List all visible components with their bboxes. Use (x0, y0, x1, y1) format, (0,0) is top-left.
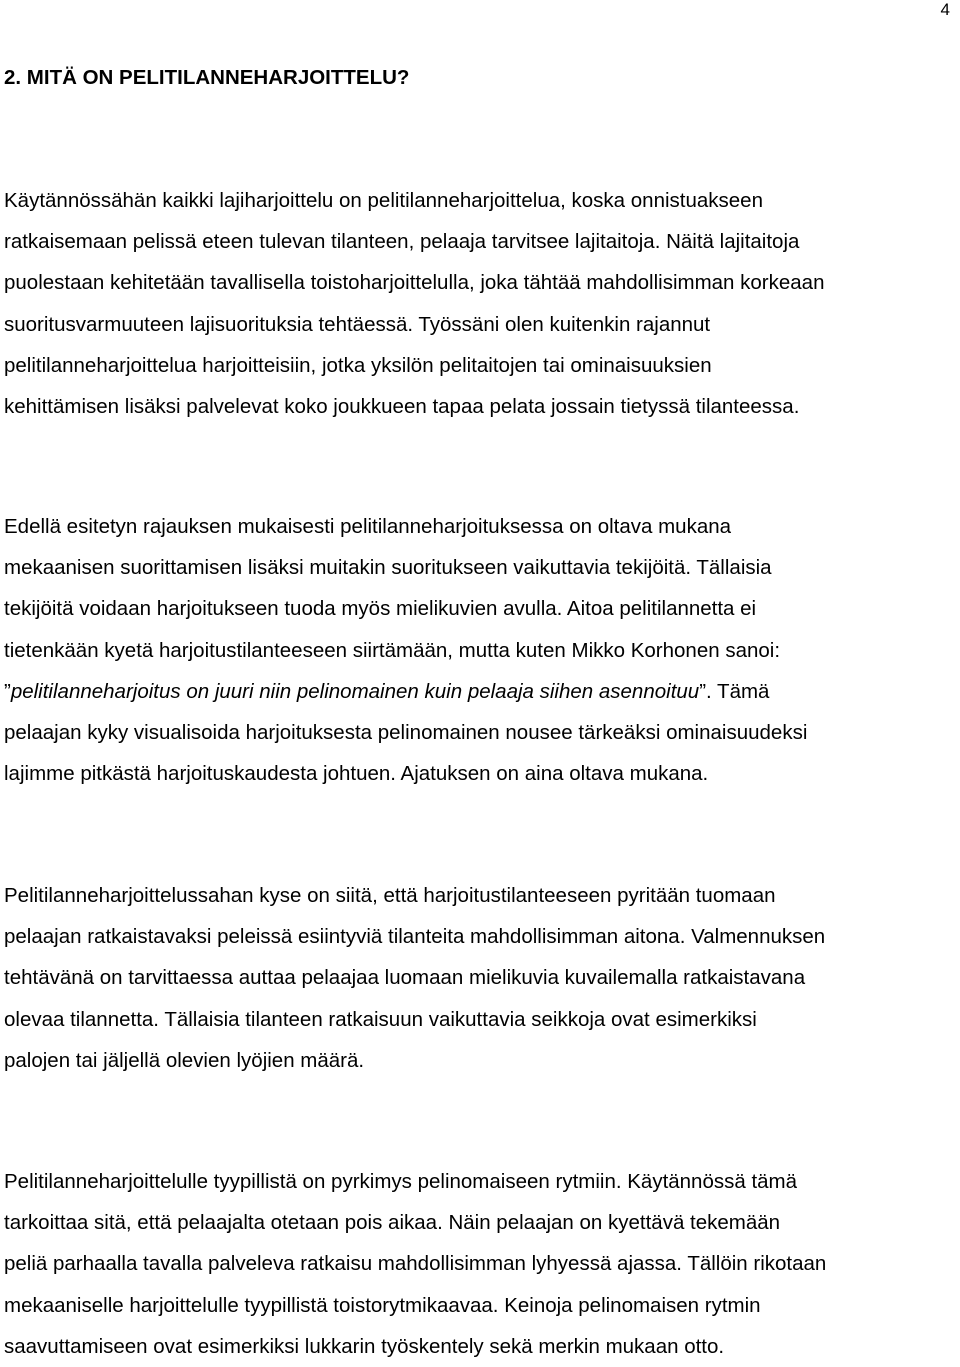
paragraph-line: mekaanisen suorittamisen lisäksi muitakin suoritukseen vaikuttavia tekijöitä. Tällaisia (4, 556, 772, 580)
paragraph-line: olevaa tilannetta. Tällaisia tilanteen ratkaisuun vaikuttavia seikkoja ovat esimerkiksi (4, 1007, 757, 1031)
paragraph-line: Pelitilanneharjoittelussahan kyse on siitä, että harjoitustilanteeseen pyritään tuomaan (4, 884, 776, 907)
quote-line (4, 671, 960, 712)
paragraph-line: tietenkään kyetä harjoitustilanteeseen siirtämään, mutta kuten Mikko Korhonen sanoi: (4, 638, 781, 662)
paragraph-1 (4, 180, 960, 427)
paragraph-3 (4, 875, 960, 1081)
page-number: 4 (940, 0, 950, 19)
paragraph-line: Edellä esitetyn rajauksen mukaisesti pelitilanneharjoituksessa on oltava mukana (4, 515, 732, 538)
paragraph-line: Pelitilanneharjoittelulle tyypillistä on pyrkimys pelinomaiseen rytmiin. Käytännössä tämä (4, 1170, 798, 1193)
paragraph-line: pelitilanneharjoittelua harjoitteisiin, jotka yksilön pelitaitojen tai ominaisuuksien (4, 353, 712, 377)
paragraph-line: palojen tai jäljellä olevien lyöjien määrä. (4, 1048, 365, 1072)
paragraph-line: ratkaisemaan pelissä eteen tulevan tilanteen, pelaaja tarvitsee lajitaitoja. Näitä lajitaitoja (4, 230, 800, 254)
paragraph-line: pelaajan kyky visualisoida harjoituksesta pelinomainen nousee tärkeäksi ominaisuudeksi (4, 721, 808, 745)
quote-open-mark: ” (4, 679, 11, 703)
paragraph-line: peliä parhaalla tavalla palveleva ratkaisu mahdollisimman lyhyessä ajassa. Tällöin rikotaan (4, 1252, 827, 1276)
quote-close-text: ”. Tämä (699, 679, 770, 703)
paragraph-line: tarkoittaa sitä, että pelaajalta otetaan pois aikaa. Näin pelaajan on kyettävä tekemään (4, 1211, 781, 1235)
paragraph-line: mekaaniselle harjoittelulle tyypillistä toistorytmikaavaa. Keinoja pelinomaisen rytmin (4, 1293, 761, 1317)
section-heading: 2. MITÄ ON PELITILANNEHARJOITTELU? (4, 66, 410, 89)
paragraph-line: puolestaan kehitetään tavallisella toistoharjoittelulla, joka tähtää mahdollisimman korkeaan (4, 271, 825, 295)
paragraph-line: lajimme pitkästä harjoituskaudesta johtuen. Ajatuksen on aina oltava mukana. (4, 762, 709, 786)
paragraph-2 (4, 506, 960, 794)
korhonen-quote: pelitilanneharjoitus on juuri niin pelinomainen kuin pelaaja siihen asennoituu (10, 679, 700, 703)
paragraph-line: suoritusvarmuuteen lajisuorituksia tehtäessä. Työssäni olen kuitenkin rajannut (4, 312, 711, 336)
paragraph-line: saavuttamiseen ovat esimerkiksi lukkarin työskentely sekä merkin mukaan otto. (4, 1334, 725, 1358)
paragraph-line: pelaajan ratkaistavaksi peleissä esiintyviä tilanteita mahdollisimman aitona. Valmennuksen (4, 925, 826, 949)
paragraph-4 (4, 1161, 960, 1367)
paragraph-line: Käytännössähän kaikki lajiharjoittelu on pelitilanneharjoittelua, koska onnistuakseen (4, 189, 763, 212)
paragraph-line: tekijöitä voidaan harjoitukseen tuoda myös mielikuvien avulla. Aitoa pelitilannetta ei (4, 597, 757, 621)
paragraph-line: kehittämisen lisäksi palvelevat koko joukkueen tapaa pelata jossain tietyssä tilanteessa. (4, 395, 800, 419)
paragraph-line: tehtävänä on tarvittaessa auttaa pelaajaa luomaan mielikuvia kuvailemalla ratkaistavana (4, 966, 806, 990)
